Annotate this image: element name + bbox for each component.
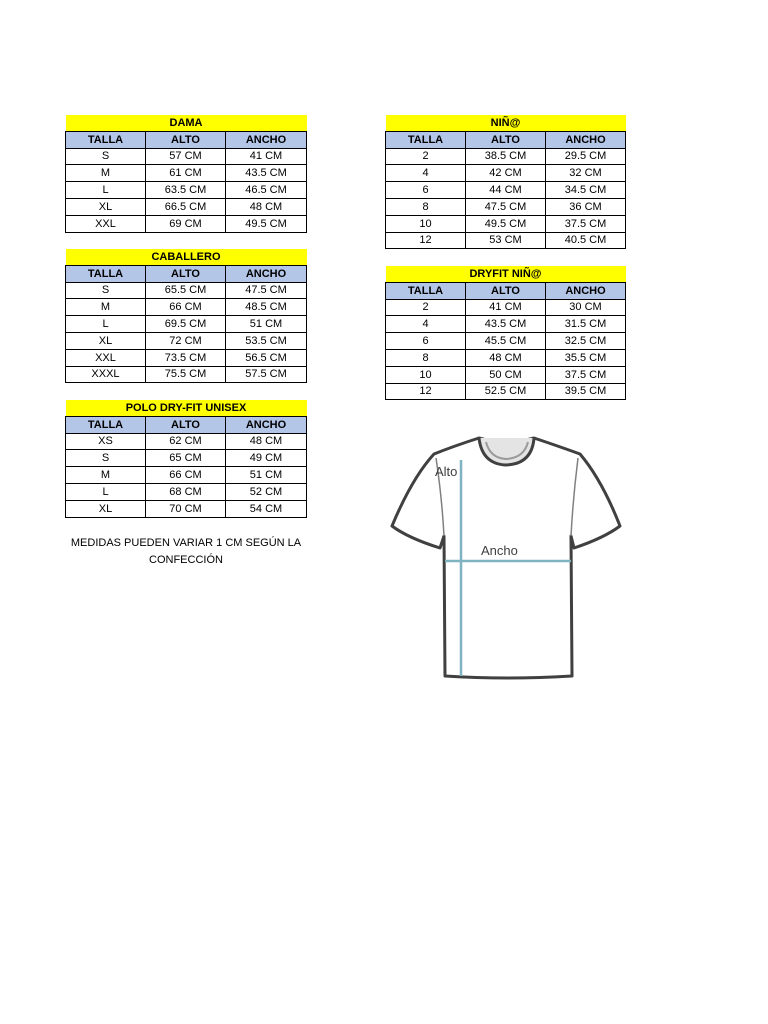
table-row (66, 349, 307, 366)
alto-cell: 72 CM (146, 332, 226, 349)
table-row (66, 165, 307, 182)
alto-cell: 45.5 CM (466, 333, 546, 350)
polo-dryfit-size-table (65, 400, 307, 518)
table-row (66, 467, 307, 484)
alto-cell: 66 CM (146, 299, 226, 316)
alto-header: ALTO (146, 131, 226, 148)
size-cell: XS (66, 433, 146, 450)
size-cell: L (66, 182, 146, 199)
ancho-cell: 40.5 CM (546, 232, 626, 249)
ancho-cell: 52 CM (226, 483, 307, 500)
alto-cell: 70 CM (146, 500, 226, 517)
ancho-cell: 32 CM (546, 165, 626, 182)
size-cell: XL (66, 198, 146, 215)
alto-cell: 63.5 CM (146, 182, 226, 199)
size-cell: 6 (386, 182, 466, 199)
alto-cell: 68 CM (146, 483, 226, 500)
table-header-row (66, 131, 307, 148)
alto-cell: 38.5 CM (466, 148, 546, 165)
table-title-row (386, 266, 626, 282)
table-row (386, 182, 626, 199)
ancho-cell: 37.5 CM (546, 366, 626, 383)
table-row (386, 383, 626, 400)
alto-header: ALTO (146, 265, 226, 282)
dama-size-table (65, 115, 307, 233)
alto-label: Alto (435, 464, 458, 479)
alto-header: ALTO (466, 131, 546, 148)
ancho-cell: 31.5 CM (546, 316, 626, 333)
table-row (386, 198, 626, 215)
alto-cell: 75.5 CM (146, 366, 226, 383)
alto-cell: 52.5 CM (466, 383, 546, 400)
table-title: DAMA (66, 115, 307, 131)
ancho-header: ANCHO (226, 265, 307, 282)
table-row (66, 198, 307, 215)
alto-header: ALTO (466, 282, 546, 299)
ancho-cell: 51 CM (226, 316, 307, 333)
ancho-cell: 49.5 CM (226, 215, 307, 232)
size-cell: XL (66, 500, 146, 517)
size-cell: M (66, 165, 146, 182)
alto-cell: 47.5 CM (466, 198, 546, 215)
table-row (66, 366, 307, 383)
talla-header: TALLA (386, 282, 466, 299)
size-cell: XXL (66, 215, 146, 232)
table-row (66, 433, 307, 450)
alto-cell: 43.5 CM (466, 316, 546, 333)
ancho-cell: 49 CM (226, 450, 307, 467)
size-cell: 10 (386, 215, 466, 232)
table-row (66, 500, 307, 517)
table-row (386, 349, 626, 366)
table-header-row (386, 131, 626, 148)
ancho-header: ANCHO (546, 282, 626, 299)
table-row (66, 282, 307, 299)
table-row (66, 316, 307, 333)
ancho-header: ANCHO (546, 131, 626, 148)
caballero-size-table (65, 249, 307, 383)
table-row (66, 182, 307, 199)
alto-header: ALTO (146, 416, 226, 433)
ancho-header: ANCHO (226, 131, 307, 148)
alto-cell: 69 CM (146, 215, 226, 232)
alto-cell: 61 CM (146, 165, 226, 182)
size-cell: S (66, 148, 146, 165)
alto-cell: 49.5 CM (466, 215, 546, 232)
table-title-row (386, 115, 626, 131)
alto-cell: 53 CM (466, 232, 546, 249)
size-cell: XXXL (66, 366, 146, 383)
alto-cell: 42 CM (466, 165, 546, 182)
table-row (386, 333, 626, 350)
ancho-cell: 29.5 CM (546, 148, 626, 165)
alto-cell: 41 CM (466, 299, 546, 316)
alto-cell: 57 CM (146, 148, 226, 165)
size-cell: 4 (386, 316, 466, 333)
table-header-row (66, 265, 307, 282)
table-title-row (66, 400, 307, 416)
talla-header: TALLA (66, 265, 146, 282)
table-row (386, 366, 626, 383)
alto-cell: 48 CM (466, 349, 546, 366)
ancho-cell: 43.5 CM (226, 165, 307, 182)
ancho-cell: 36 CM (546, 198, 626, 215)
ancho-cell: 41 CM (226, 148, 307, 165)
size-cell: 12 (386, 232, 466, 249)
talla-header: TALLA (66, 131, 146, 148)
size-cell: 12 (386, 383, 466, 400)
size-cell: 6 (386, 333, 466, 350)
nino-size-table (385, 115, 626, 249)
table-row (386, 232, 626, 249)
ancho-cell: 47.5 CM (226, 282, 307, 299)
table-row (386, 148, 626, 165)
ancho-cell: 30 CM (546, 299, 626, 316)
size-cell: M (66, 467, 146, 484)
ancho-cell: 46.5 CM (226, 182, 307, 199)
size-cell: M (66, 299, 146, 316)
table-header-row (66, 416, 307, 433)
size-cell: S (66, 450, 146, 467)
table-row (386, 165, 626, 182)
table-title: CABALLERO (66, 249, 307, 265)
alto-cell: 69.5 CM (146, 316, 226, 333)
size-cell: L (66, 483, 146, 500)
ancho-cell: 39.5 CM (546, 383, 626, 400)
ancho-cell: 56.5 CM (226, 349, 307, 366)
ancho-header: ANCHO (226, 416, 307, 433)
ancho-cell: 57.5 CM (226, 366, 307, 383)
ancho-cell: 53.5 CM (226, 332, 307, 349)
size-cell: XXL (66, 349, 146, 366)
dryfit-nino-size-table (385, 266, 626, 400)
table-row (386, 215, 626, 232)
talla-header: TALLA (66, 416, 146, 433)
table-title: POLO DRY-FIT UNISEX (66, 400, 307, 416)
alto-cell: 66 CM (146, 467, 226, 484)
table-row (66, 148, 307, 165)
alto-cell: 50 CM (466, 366, 546, 383)
size-cell: 4 (386, 165, 466, 182)
ancho-cell: 48.5 CM (226, 299, 307, 316)
talla-header: TALLA (386, 131, 466, 148)
ancho-cell: 35.5 CM (546, 349, 626, 366)
table-title: DRYFIT NIÑ@ (386, 266, 626, 282)
table-row (386, 316, 626, 333)
ancho-cell: 48 CM (226, 198, 307, 215)
size-cell: 2 (386, 299, 466, 316)
alto-cell: 62 CM (146, 433, 226, 450)
alto-cell: 44 CM (466, 182, 546, 199)
table-row (66, 215, 307, 232)
table-row (66, 299, 307, 316)
table-header-row (386, 282, 626, 299)
ancho-cell: 34.5 CM (546, 182, 626, 199)
size-cell: 8 (386, 198, 466, 215)
size-cell: 10 (386, 366, 466, 383)
table-row (66, 450, 307, 467)
size-cell: XL (66, 332, 146, 349)
table-title-row (66, 115, 307, 131)
table-title-row (66, 249, 307, 265)
alto-cell: 65.5 CM (146, 282, 226, 299)
alto-cell: 66.5 CM (146, 198, 226, 215)
ancho-cell: 48 CM (226, 433, 307, 450)
table-row (386, 299, 626, 316)
size-cell: L (66, 316, 146, 333)
size-cell: S (66, 282, 146, 299)
alto-cell: 73.5 CM (146, 349, 226, 366)
size-cell: 8 (386, 349, 466, 366)
ancho-label: Ancho (481, 543, 518, 558)
size-cell: 2 (386, 148, 466, 165)
table-title: NIÑ@ (386, 115, 626, 131)
ancho-cell: 37.5 CM (546, 215, 626, 232)
measurement-note: MEDIDAS PUEDEN VARIAR 1 CM SEGÚN LA CONFECCIÓN (70, 537, 302, 566)
table-row (66, 332, 307, 349)
table-row (66, 483, 307, 500)
ancho-cell: 32.5 CM (546, 333, 626, 350)
alto-cell: 65 CM (146, 450, 226, 467)
ancho-cell: 54 CM (226, 500, 307, 517)
ancho-cell: 51 CM (226, 467, 307, 484)
tshirt-measurement-icon (382, 418, 632, 680)
